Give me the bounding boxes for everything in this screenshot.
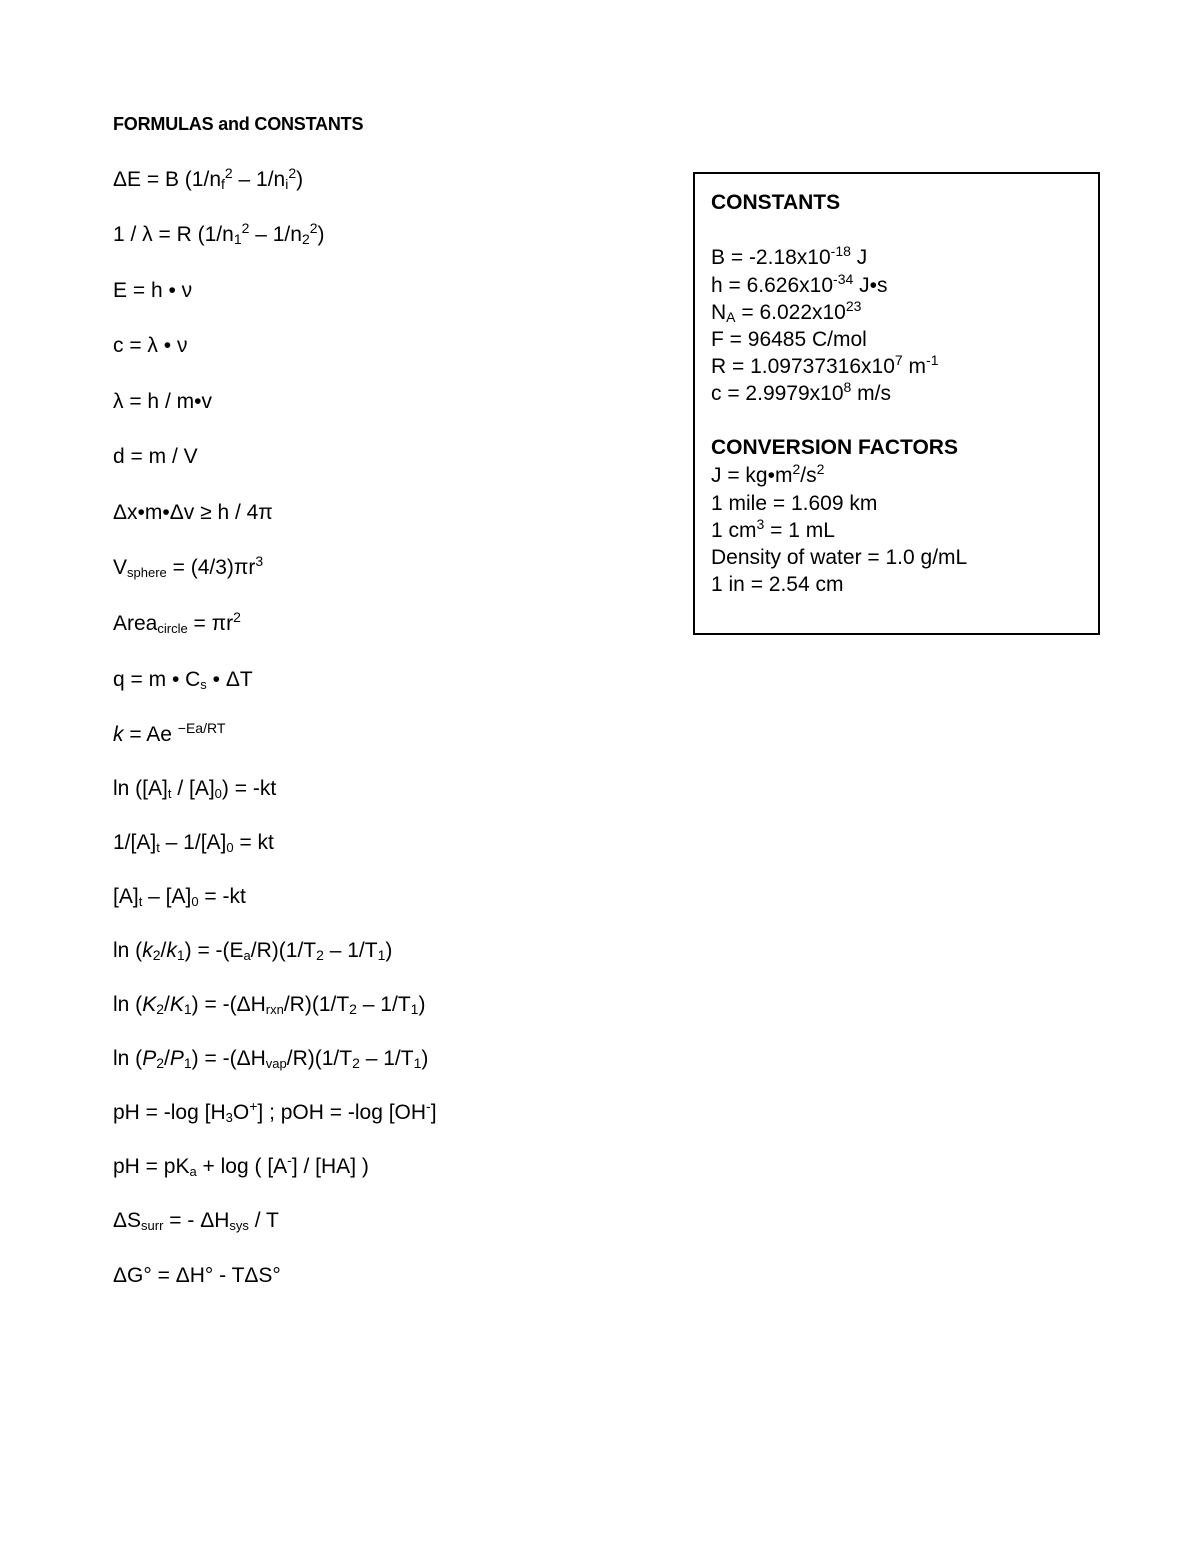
constant-rydberg: $R = 1.09737316x10^7$ $m^{-1}$	[711, 352, 939, 378]
formula-circle-area: Area$_{circle}$ = $\pi r^2$	[113, 609, 241, 636]
constant-b: $B = -2.18x10^{-18}$ J	[711, 243, 868, 269]
formula-sphere-volume: $V_{sphere} = (4/3)\pi r^3$	[113, 553, 264, 580]
page-title: FORMULAS and CONSTANTS	[113, 114, 364, 134]
conversion-water-density: Density of water = 1.0 g/mL	[711, 546, 968, 569]
formula-photon-energy: E = h • ν	[113, 279, 193, 302]
formula-entropy-surroundings: $\Delta S_{surr}$ = - $\Delta H_{sys}$ / T	[113, 1209, 279, 1233]
formula-clausius-clapeyron: $\ln (P_2/P_1) = -(\Delta H_{vap}/R)(1/T_2 - 1/T_1)$	[113, 1047, 429, 1071]
formula-rydberg: 1 / λ = R $(1/n_1^2 - 1/n_2^2)$	[113, 220, 325, 247]
conversion-joule: $J = kg•m^2/s^2$	[711, 461, 825, 487]
conversion-cm3: 1 $cm^3 = 1$ mL	[711, 516, 835, 542]
formula-vant-hoff: $\ln (K_2/K_1) = -(\Delta H_{rxn}/R)(1/T_2 - 1/T_1)$	[113, 993, 426, 1017]
formula-ph-poh: pH = -log $[H_3O^+]$ ; pOH = -log [OH-]	[113, 1098, 437, 1125]
formula-density: d = m / V	[113, 445, 198, 468]
formula-rate-constant-temperature: $\ln (k_2/k_1) = -(E_a/R)(1/T_2 - 1/T_1)$	[113, 939, 393, 963]
formula-energy-levels: ΔE = B $(1/n_f^2 - 1/n_i^2)$	[113, 165, 304, 192]
conversion-inch: 1 in = 2.54 cm	[711, 573, 844, 596]
formula-uncertainty: Δx•m•Δv ≥ h / 4π	[113, 501, 273, 524]
formula-heat: q = m • $C_s$ • ΔT	[113, 668, 253, 692]
constant-avogadro: $N_A = 6.022x10^{23}$	[711, 298, 862, 325]
formula-zero-order: $[A]_t - [A]_0 = -kt$	[113, 885, 246, 909]
formula-speed-of-light: c = λ • ν	[113, 334, 188, 357]
constants-heading: CONSTANTS	[711, 191, 841, 214]
formula-de-broglie: λ = h / m•v	[113, 390, 212, 413]
constant-planck: $h = 6.626x10^{-34}$ J•s	[711, 271, 888, 297]
formula-gibbs-free-energy: ΔG° = ΔH° - TΔS°	[113, 1264, 281, 1287]
conversion-mile: 1 mile = 1.609 km	[711, 492, 878, 515]
formula-arrhenius: k = Ae $^{-Ea/RT}$	[113, 720, 226, 746]
formula-second-order: $1/[A]_t - 1/[A]_0$ = kt	[113, 831, 274, 855]
constant-speed-of-light: $c = 2.9979x10^8$ m/s	[711, 379, 891, 405]
constants-box	[693, 172, 1100, 635]
constant-faraday: F = 96485 C/mol	[711, 328, 867, 351]
formula-first-order: $\ln ([A]_t / [A]_0) = -kt$	[113, 777, 277, 801]
conversion-factors-heading: CONVERSION FACTORS	[711, 436, 958, 459]
formula-henderson-hasselbalch: pH = $pK_a + \log$ ( [A-] / [HA] )	[113, 1152, 369, 1179]
